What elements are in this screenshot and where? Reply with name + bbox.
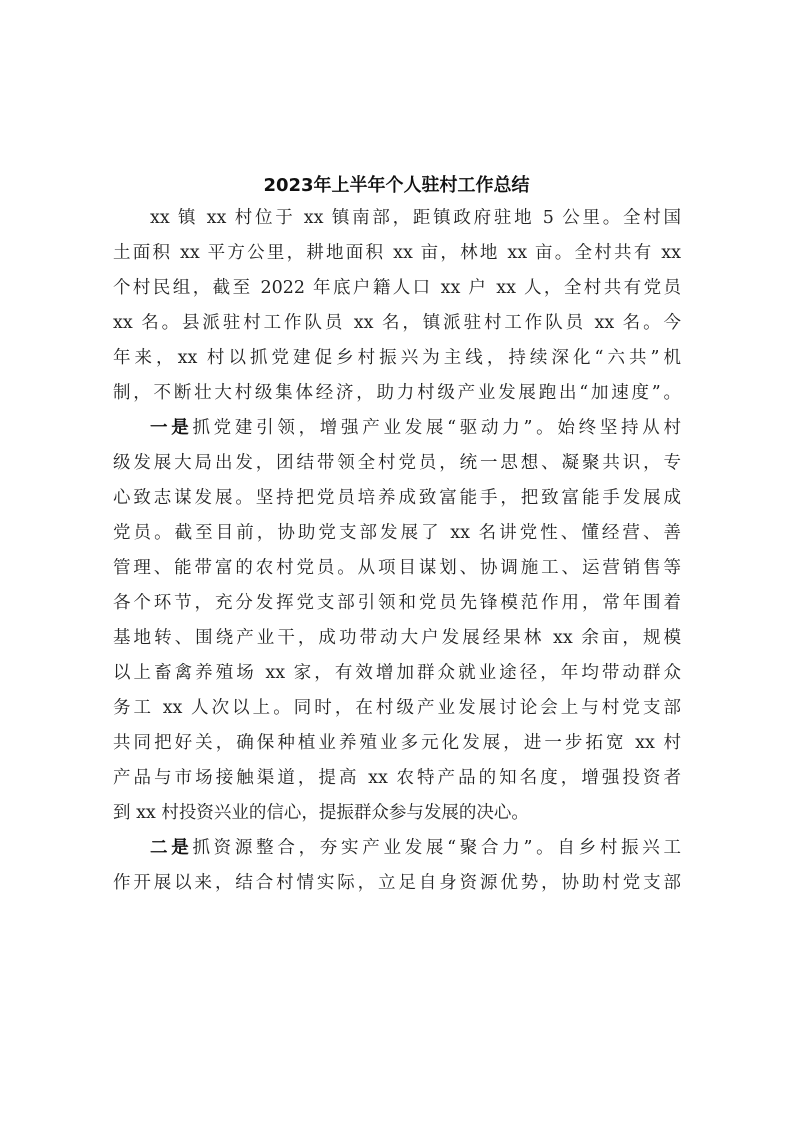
paragraph-1-line-4: xx 名。县派驻村工作队员 xx 名，镇派驻村工作队员 xx 名。今	[113, 313, 681, 333]
paragraph-2-line-3: 心致志谋发展。坚持把党员培养成致富能手，把致富能手发展成	[113, 488, 681, 508]
paragraph-2-line-1	[150, 413, 681, 443]
paragraph-2-line-4: 党员。截至目前，协助党支部发展了 xx 名讲党性、懂经营、善	[113, 523, 681, 543]
paragraph-2-line-5: 管理、能带富的农村党员。从项目谋划、协调施工、运营销售等	[113, 558, 681, 578]
paragraph-1-line-5: 年来，xx 村以抓党建促乡村振兴为主线，持续深化“六共”机	[113, 348, 681, 368]
paragraph-2-lead: 一是	[150, 418, 193, 438]
document-title: 2023年上半年个人驻村工作总结	[263, 175, 530, 196]
paragraph-1-line-3: 个村民组，截至 2022 年底户籍人口 xx 户 xx 人，全村共有党员	[113, 278, 681, 298]
paragraph-3-lead: 二是	[150, 838, 193, 858]
paragraph-1-line-1: xx 镇 xx 村位于 xx 镇南部，距镇政府驻地 5 公里。全村国	[150, 208, 681, 228]
paragraph-2-line-7: 基地转、围绕产业干，成功带动大户发展经果林 xx 余亩，规模	[113, 628, 681, 648]
paragraph-2-line-11: 产品与市场接触渠道，提高 xx 农特产品的知名度，增强投资者	[113, 768, 681, 788]
paragraph-1-line-6: 制，不断壮大村级集体经济，助力村级产业发展跑出“加速度”。	[113, 383, 681, 403]
paragraph-2-first-rest: 抓党建引领，增强产业发展“驱动力”。始终坚持从村	[192, 418, 681, 438]
paragraph-2-line-8: 以上畜禽养殖场 xx 家，有效增加群众就业途径，年均带动群众	[113, 663, 681, 683]
paragraph-1-line-2: 土面积 xx 平方公里，耕地面积 xx 亩，林地 xx 亩。全村共有 xx	[113, 243, 681, 263]
paragraph-3-line-2: 作开展以来，结合村情实际，立足自身资源优势，协助村党支部	[113, 873, 681, 893]
paragraph-3-line-1	[150, 833, 681, 863]
paragraph-2-line-10: 共同把好关，确保种植业养殖业多元化发展，进一步拓宽 xx 村	[113, 733, 681, 753]
paragraph-3-first-rest: 抓资源整合，夯实产业发展“聚合力”。自乡村振兴工	[192, 838, 681, 858]
paragraph-2-line-12: 到 xx 村投资兴业的信心，提振群众参与发展的决心。	[113, 803, 529, 823]
paragraph-2-line-9: 务工 xx 人次以上。同时，在村级产业发展讨论会上与村党支部	[113, 698, 681, 718]
paragraph-2-line-6: 各个环节，充分发挥党支部引领和党员先锋模范作用，常年围着	[113, 593, 681, 613]
paragraph-2-line-2: 级发展大局出发，团结带领全村党员，统一思想、凝聚共识，专	[113, 453, 681, 473]
